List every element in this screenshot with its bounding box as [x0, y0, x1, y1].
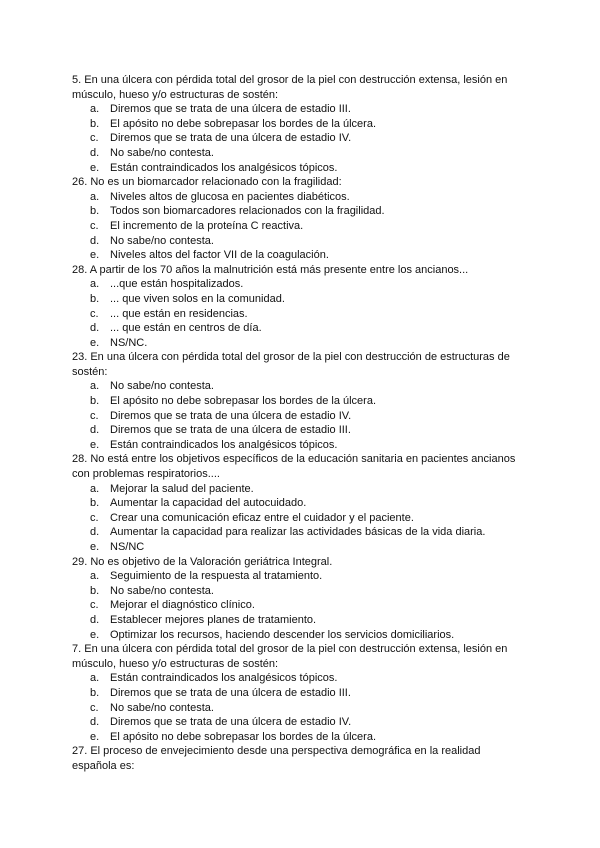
option-letter: d.	[90, 613, 100, 626]
answer-option	[72, 307, 528, 322]
option-text: Aumentar la capacidad para realizar las actividades básicas de la vida diaria.	[110, 526, 486, 539]
answer-option	[72, 598, 528, 613]
question-text: 5. En una úlcera con pérdida total del grosor de la piel con destrucción extensa, lesión en músculo, hueso y/o estructuras de sostén:	[72, 74, 508, 101]
option-letter: a.	[90, 278, 100, 291]
question-block	[72, 175, 528, 263]
option-letter: a.	[90, 190, 100, 203]
option-text: El apósito no debe sobrepasar los bordes de la úlcera.	[110, 730, 377, 743]
option-letter: e.	[90, 730, 100, 743]
option-text: Diremos que se trata de una úlcera de estadio IV.	[110, 716, 352, 729]
option-letter: e.	[90, 628, 100, 641]
option-letter: b.	[90, 686, 100, 699]
question-block	[72, 744, 528, 773]
option-letter: a.	[90, 380, 100, 393]
option-text: El apósito no debe sobrepasar los bordes de la úlcera.	[110, 117, 377, 130]
option-letter: c.	[90, 599, 99, 612]
answer-option	[72, 394, 528, 409]
option-text: Diremos que se trata de una úlcera de estadio III.	[110, 686, 351, 699]
option-text: El incremento de la proteína C reactiva.	[110, 219, 304, 232]
option-text: Están contraindicados los analgésicos tópicos.	[110, 161, 338, 174]
option-letter: a.	[90, 482, 100, 495]
question-block	[72, 350, 528, 452]
answer-option	[72, 409, 528, 424]
option-text: ... que están en centros de día.	[110, 322, 262, 335]
answer-option	[72, 321, 528, 336]
option-text: No sabe/no contesta.	[110, 701, 214, 714]
answer-option	[72, 715, 528, 730]
option-text: Mejorar la salud del paciente.	[110, 482, 254, 495]
option-letter: c.	[90, 219, 99, 232]
option-text: Diremos que se trata de una úlcera de estadio IV.	[110, 409, 352, 422]
option-letter: b.	[90, 395, 100, 408]
question-text: 27. El proceso de envejecimiento desde una perspectiva demográfica en la realidad española es:	[72, 745, 481, 772]
option-letter: d.	[90, 322, 100, 335]
question-block	[72, 642, 528, 744]
answer-option	[72, 628, 528, 643]
option-letter: b.	[90, 584, 100, 597]
option-text: Diremos que se trata de una úlcera de estadio III.	[110, 103, 351, 116]
question-text: 29. No es objetivo de la Valoración geriátrica Integral.	[72, 555, 333, 568]
answer-option	[72, 117, 528, 132]
question-list	[72, 73, 528, 774]
answer-option	[72, 686, 528, 701]
answer-option	[72, 423, 528, 438]
option-letter: e.	[90, 249, 100, 262]
answer-option	[72, 277, 528, 292]
option-text: ... que están en residencias.	[110, 307, 248, 320]
option-text: ... que viven solos en la comunidad.	[110, 292, 285, 305]
answer-option	[72, 613, 528, 628]
answer-option	[72, 671, 528, 686]
answer-option	[72, 584, 528, 599]
option-text: No sabe/no contesta.	[110, 584, 214, 597]
option-text: Todos son biomarcadores relacionados con la fragilidad.	[110, 205, 385, 218]
option-letter: e.	[90, 541, 100, 553]
answer-option	[72, 540, 528, 555]
option-text: Mejorar el diagnóstico clínico.	[110, 599, 255, 612]
option-text: Niveles altos del factor VII de la coagulación.	[110, 249, 329, 262]
answer-option	[72, 292, 528, 307]
answer-option	[72, 190, 528, 205]
option-text: Seguimiento de la respuesta al tratamiento.	[110, 570, 323, 583]
answer-option	[72, 204, 528, 219]
answer-option	[72, 569, 528, 584]
question-text: 28. A partir de los 70 años la malnutrición está más presente entre los ancianos...	[72, 263, 469, 276]
answer-option	[72, 496, 528, 511]
option-text: NS/NC.	[110, 336, 148, 349]
answer-option	[72, 234, 528, 249]
option-text: No sabe/no contesta.	[110, 380, 214, 393]
answer-option	[72, 511, 528, 526]
answer-option	[72, 219, 528, 234]
question-text: 28. No está entre los objetivos específicos de la educación sanitaria en pacientes ancianos con problemas respiratorios....	[72, 453, 516, 481]
option-letter: d.	[90, 234, 100, 247]
option-letter: b.	[90, 497, 100, 510]
option-letter: c.	[90, 132, 99, 145]
option-letter: b.	[90, 117, 100, 130]
option-text: Establecer mejores planes de tratamiento.	[110, 613, 317, 626]
option-text: Niveles altos de glucosa en pacientes diabéticos.	[110, 190, 350, 203]
option-text: Diremos que se trata de una úlcera de estadio IV.	[110, 132, 352, 145]
answer-option	[72, 379, 528, 394]
option-text: Aumentar la capacidad del autocuidado.	[110, 497, 307, 510]
answer-option	[72, 482, 528, 497]
option-letter: d.	[90, 716, 100, 729]
option-letter: c.	[90, 307, 99, 320]
answer-option	[72, 336, 528, 351]
option-letter: e.	[90, 161, 100, 174]
option-letter: d.	[90, 526, 100, 539]
answer-option	[72, 730, 528, 745]
option-letter: d.	[90, 424, 100, 437]
option-text: Están contraindicados los analgésicos tópicos.	[110, 438, 338, 451]
answer-option	[72, 701, 528, 716]
option-text: No sabe/no contesta.	[110, 234, 214, 247]
question-text: 26. No es un biomarcador relacionado con la fragilidad:	[72, 176, 342, 189]
option-letter: e.	[90, 438, 100, 451]
option-letter: e.	[90, 336, 100, 349]
answer-option	[72, 102, 528, 117]
question-block	[72, 73, 528, 175]
answer-option	[72, 146, 528, 161]
question-block	[72, 263, 528, 351]
question-text: 23. En una úlcera con pérdida total del grosor de la piel con destrucción de estructuras de sostén:	[72, 351, 510, 378]
option-text: Optimizar los recursos, haciendo descender los servicios domiciliarios.	[110, 628, 455, 641]
answer-option	[72, 438, 528, 453]
answer-option	[72, 161, 528, 176]
option-text: Diremos que se trata de una úlcera de estadio III.	[110, 424, 351, 437]
question-block	[72, 555, 528, 643]
option-letter: a.	[90, 103, 100, 116]
option-text: ...que están hospitalizados.	[110, 278, 244, 291]
option-letter: c.	[90, 409, 99, 422]
option-letter: c.	[90, 511, 99, 524]
question-block	[72, 452, 528, 554]
answer-option	[72, 248, 528, 263]
option-letter: a.	[90, 570, 100, 583]
answer-option	[72, 131, 528, 146]
option-text: No sabe/no contesta.	[110, 146, 214, 159]
option-letter: d.	[90, 146, 100, 159]
option-letter: b.	[90, 292, 100, 305]
option-text: NS/NC	[110, 541, 145, 553]
option-text: Crear una comunicación eficaz entre el cuidador y el paciente.	[110, 511, 414, 524]
option-letter: c.	[90, 701, 99, 714]
answer-option	[72, 525, 528, 540]
option-letter: a.	[90, 672, 100, 685]
option-letter: b.	[90, 205, 100, 218]
question-text: 7. En una úlcera con pérdida total del grosor de la piel con destrucción extensa, lesión en músculo, hueso y/o estructuras de sostén:	[72, 643, 508, 670]
option-text: El apósito no debe sobrepasar los bordes de la úlcera.	[110, 395, 377, 408]
option-text: Están contraindicados los analgésicos tópicos.	[110, 672, 338, 685]
